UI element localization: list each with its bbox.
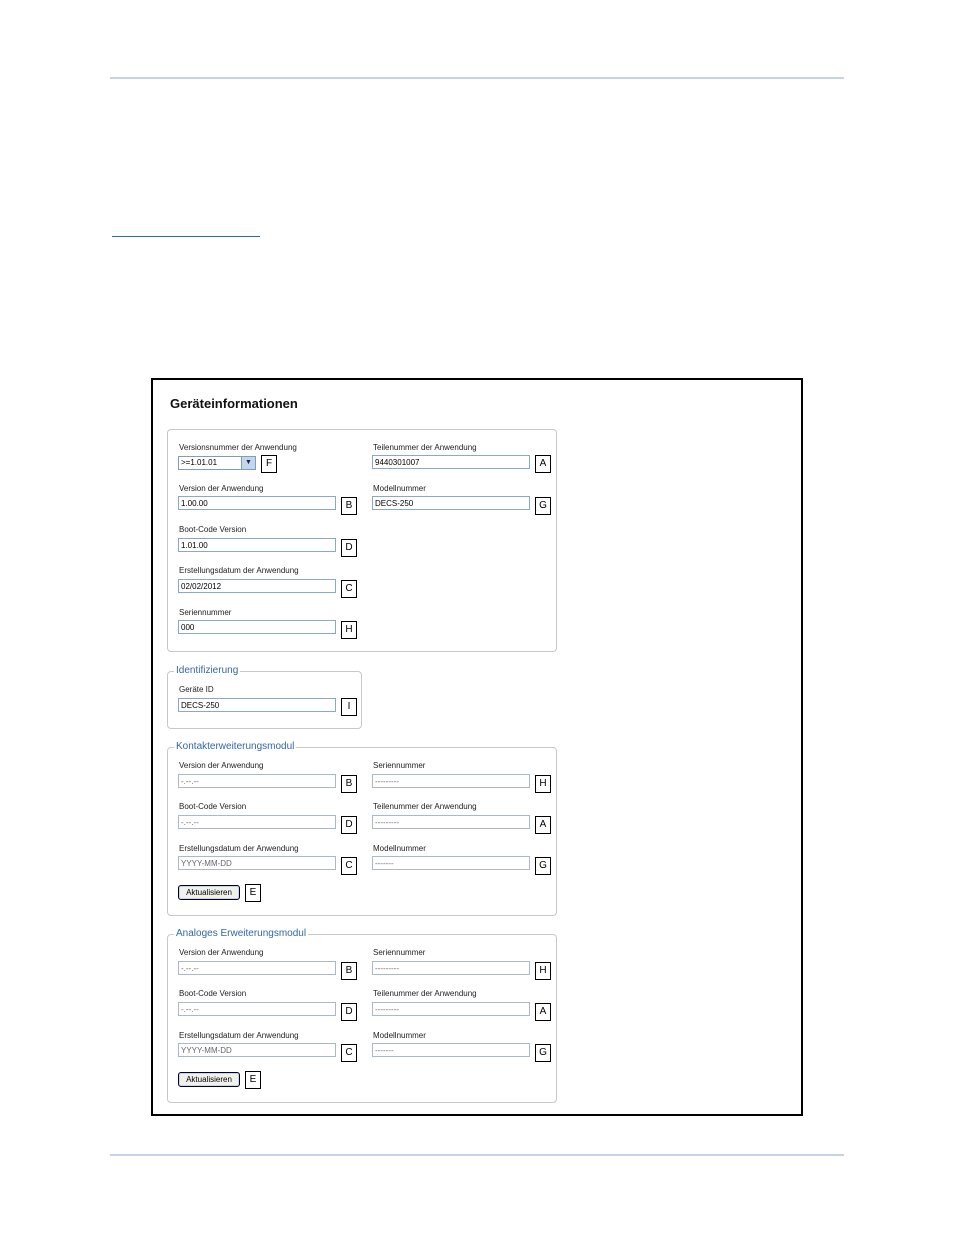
window-title: Geräteinformationen (170, 396, 298, 411)
am-boot-code-label: Boot-Code Version (179, 989, 247, 998)
callout-letter: D (341, 539, 357, 557)
device-info-panel (167, 429, 557, 652)
cm-build-date-label: Erstellungsdatum der Anwendung (179, 844, 299, 853)
cm-app-version-field[interactable]: -.--.-- (178, 774, 336, 788)
am-serial-label: Seriennummer (373, 948, 426, 957)
am-refresh-button[interactable]: Aktualisieren (178, 1072, 240, 1087)
callout-letter: A (535, 816, 551, 834)
contact-module-panel (167, 741, 557, 916)
callout-letter: D (341, 1003, 357, 1021)
callout-letter: F (261, 455, 277, 473)
callout-letter: C (341, 580, 357, 598)
am-part-number-field[interactable]: --------- (372, 1002, 530, 1016)
cm-part-number-label: Teilenummer der Anwendung (373, 802, 477, 811)
callout-letter: G (535, 857, 551, 875)
cm-model-number-field[interactable]: ------- (372, 856, 530, 870)
callout-letter: G (535, 1044, 551, 1062)
callout-letter: B (341, 497, 357, 515)
am-build-date-label: Erstellungsdatum der Anwendung (179, 1031, 299, 1040)
serial-field[interactable]: 000 (178, 620, 336, 634)
cm-boot-code-label: Boot-Code Version (179, 802, 247, 811)
build-date-label: Erstellungsdatum der Anwendung (179, 566, 299, 575)
analog-module-panel (167, 928, 557, 1103)
app-version-label: Version der Anwendung (179, 484, 264, 493)
identification-legend: Identifizierung (176, 665, 239, 676)
am-build-date-field[interactable]: YYYY-MM-DD (178, 1043, 336, 1057)
boot-code-field[interactable]: 1.01.00 (178, 538, 336, 552)
device-id-label: Geräte ID (179, 685, 214, 694)
app-version-number-value: >=1.01.01 (181, 458, 218, 467)
page-footer-rule (110, 1154, 844, 1156)
callout-letter: B (341, 775, 357, 793)
cm-app-version-label: Version der Anwendung (179, 761, 264, 770)
app-version-field[interactable]: 1.00.00 (178, 496, 336, 510)
am-app-version-field[interactable]: -.--.-- (178, 961, 336, 975)
am-boot-code-field[interactable]: -.--.-- (178, 1002, 336, 1016)
cm-build-date-field[interactable]: YYYY-MM-DD (178, 856, 336, 870)
page-header-rule (110, 77, 844, 79)
app-version-number-label: Versionsnummer der Anwendung (179, 443, 297, 452)
am-part-number-label: Teilenummer der Anwendung (373, 989, 477, 998)
callout-letter: G (535, 497, 551, 515)
serial-label: Seriennummer (179, 608, 232, 617)
model-number-label: Modellnummer (373, 484, 426, 493)
app-part-number-label: Teilenummer der Anwendung (373, 443, 477, 452)
model-number-field[interactable]: DECS-250 (372, 496, 530, 510)
callout-letter: H (535, 962, 551, 980)
callout-letter: E (245, 1071, 261, 1089)
cm-part-number-field[interactable]: --------- (372, 815, 530, 829)
identification-panel (167, 665, 362, 729)
callout-letter: E (245, 884, 261, 902)
cm-serial-label: Seriennummer (373, 761, 426, 770)
analog-module-legend: Analoges Erweiterungsmodul (176, 928, 307, 939)
callout-letter: C (341, 1044, 357, 1062)
callout-letter: I (341, 698, 357, 716)
cm-boot-code-field[interactable]: -.--.-- (178, 815, 336, 829)
link-underline[interactable] (112, 236, 260, 237)
cm-serial-field[interactable]: --------- (372, 774, 530, 788)
am-serial-field[interactable]: --------- (372, 961, 530, 975)
cm-refresh-button[interactable]: Aktualisieren (178, 885, 240, 900)
callout-letter: B (341, 962, 357, 980)
device-id-field[interactable]: DECS-250 (178, 698, 336, 712)
am-app-version-label: Version der Anwendung (179, 948, 264, 957)
chevron-down-icon[interactable]: ▼ (241, 457, 255, 469)
app-version-number-select[interactable] (178, 456, 256, 470)
app-part-number-field[interactable]: 9440301007 (372, 455, 530, 469)
contact-module-legend: Kontakterweiterungsmodul (176, 741, 295, 752)
am-model-number-label: Modellnummer (373, 1031, 426, 1040)
callout-letter: H (341, 621, 357, 639)
callout-letter: D (341, 816, 357, 834)
device-info-window (151, 378, 803, 1116)
callout-letter: A (535, 455, 551, 473)
boot-code-label: Boot-Code Version (179, 525, 247, 534)
am-model-number-field[interactable]: ------- (372, 1043, 530, 1057)
callout-letter: A (535, 1003, 551, 1021)
callout-letter: C (341, 857, 357, 875)
build-date-field[interactable]: 02/02/2012 (178, 579, 336, 593)
cm-model-number-label: Modellnummer (373, 844, 426, 853)
callout-letter: H (535, 775, 551, 793)
